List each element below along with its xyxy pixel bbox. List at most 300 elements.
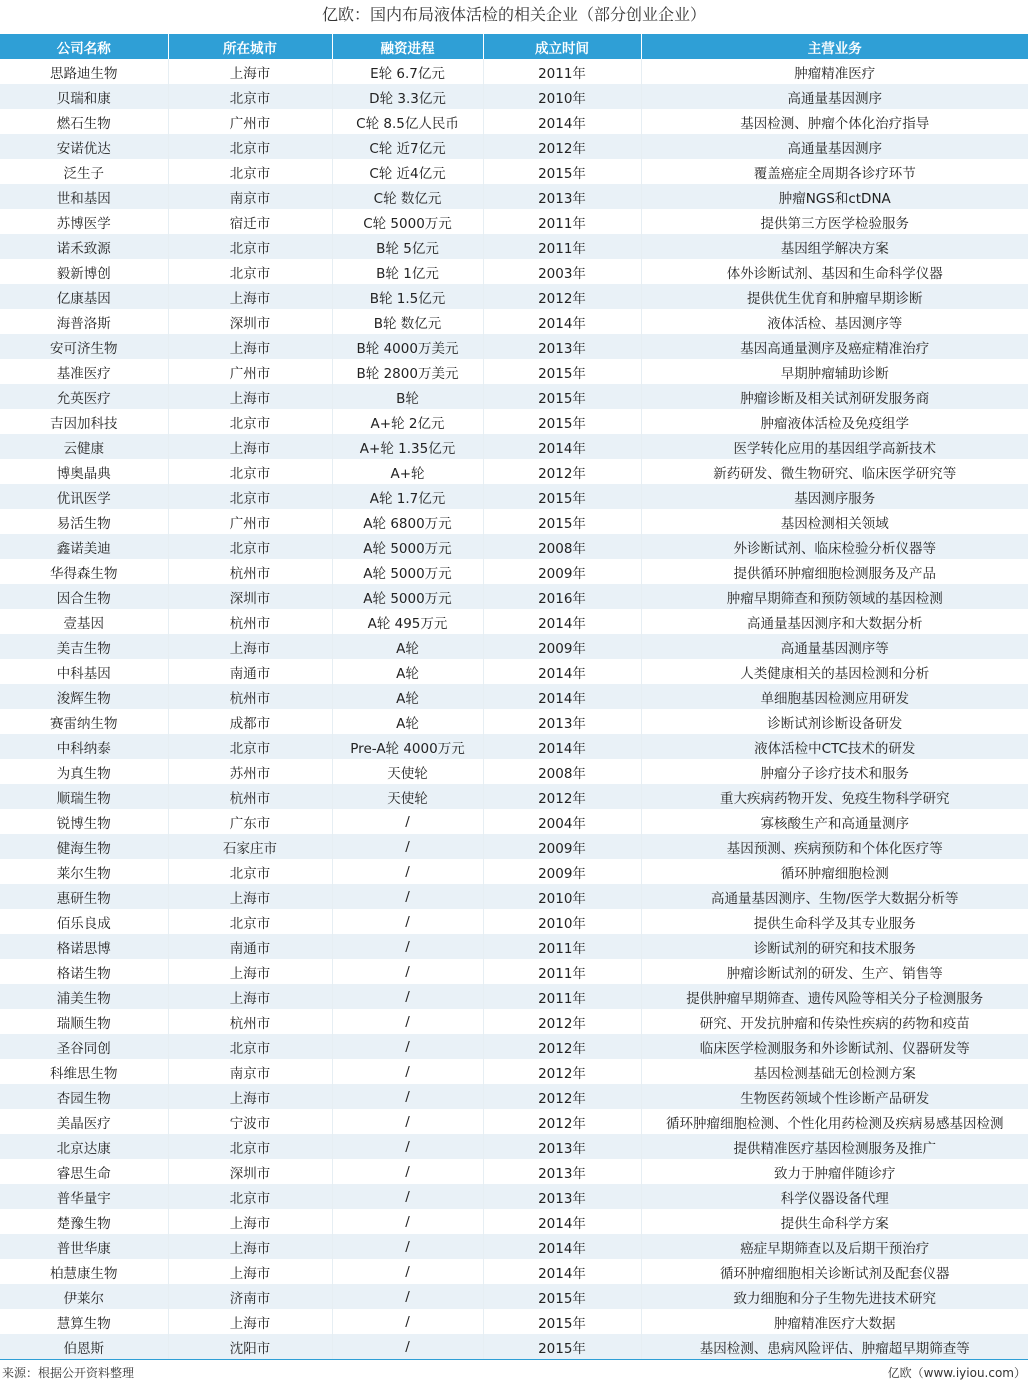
cell-founded: 2015年 — [483, 409, 641, 434]
footer — [0, 1359, 1028, 1384]
cell-company-name: 格诺生物 — [0, 959, 168, 984]
credit-note: 亿欧（www.iyiou.com） — [887, 1365, 1026, 1380]
cell-founded: 2014年 — [483, 734, 641, 759]
cell-founded: 2013年 — [483, 184, 641, 209]
table-row — [0, 459, 1028, 484]
cell-founded: 2012年 — [483, 284, 641, 309]
cell-city: 上海市 — [168, 1309, 332, 1334]
cell-company-name: 健海生物 — [0, 834, 168, 859]
cell-company-name: 美晶医疗 — [0, 1109, 168, 1134]
table-row — [0, 934, 1028, 959]
cell-company-name: 易活生物 — [0, 509, 168, 534]
cell-founded: 2014年 — [483, 659, 641, 684]
cell-funding: A+轮 1.35亿元 — [332, 434, 483, 459]
cell-business: 液体活检中CTC技术的研发 — [641, 734, 1028, 759]
cell-city: 北京市 — [168, 234, 332, 259]
cell-funding: B轮 1亿元 — [332, 259, 483, 284]
cell-company-name: 思路迪生物 — [0, 59, 168, 84]
cell-business: 肿瘤精准医疗大数据 — [641, 1309, 1028, 1334]
cell-funding: / — [332, 809, 483, 834]
cell-company-name: 基准医疗 — [0, 359, 168, 384]
cell-business: 人类健康相关的基因检测和分析 — [641, 659, 1028, 684]
cell-business: 生物医药领域个性诊断产品研发 — [641, 1084, 1028, 1109]
cell-funding: / — [332, 934, 483, 959]
cell-company-name: 中科纳泰 — [0, 734, 168, 759]
companies-table — [0, 34, 1028, 1359]
table-row — [0, 809, 1028, 834]
cell-funding: A轮 — [332, 684, 483, 709]
table-row — [0, 234, 1028, 259]
cell-founded: 2012年 — [483, 1034, 641, 1059]
cell-company-name: 允英医疗 — [0, 384, 168, 409]
cell-company-name: 吉因加科技 — [0, 409, 168, 434]
cell-funding: / — [332, 1059, 483, 1084]
cell-funding: C轮 数亿元 — [332, 184, 483, 209]
cell-city: 上海市 — [168, 634, 332, 659]
cell-city: 广州市 — [168, 359, 332, 384]
cell-company-name: 伊莱尔 — [0, 1284, 168, 1309]
cell-city: 南通市 — [168, 934, 332, 959]
table-row — [0, 259, 1028, 284]
cell-business: 提供循环肿瘤细胞检测服务及产品 — [641, 559, 1028, 584]
cell-city: 北京市 — [168, 134, 332, 159]
cell-city: 深圳市 — [168, 584, 332, 609]
cell-business: 新药研发、微生物研究、临床医学研究等 — [641, 459, 1028, 484]
cell-company-name: 苏博医学 — [0, 209, 168, 234]
table-row — [0, 309, 1028, 334]
cell-city: 沈阳市 — [168, 1334, 332, 1359]
cell-company-name: 壹基因 — [0, 609, 168, 634]
table-row — [0, 1309, 1028, 1334]
cell-city: 北京市 — [168, 1134, 332, 1159]
cell-funding: A轮 495万元 — [332, 609, 483, 634]
cell-founded: 2004年 — [483, 809, 641, 834]
cell-founded: 2013年 — [483, 334, 641, 359]
cell-city: 北京市 — [168, 84, 332, 109]
cell-founded: 2014年 — [483, 1209, 641, 1234]
cell-company-name: 因合生物 — [0, 584, 168, 609]
cell-business: 高通量基因测序和大数据分析 — [641, 609, 1028, 634]
header-business[interactable]: 主营业务 — [641, 34, 1028, 59]
cell-business: 基因检测、患病风险评估、肿瘤超早期筛查等 — [641, 1334, 1028, 1359]
cell-city: 北京市 — [168, 409, 332, 434]
cell-city: 深圳市 — [168, 1159, 332, 1184]
cell-business: 基因预测、疾病预防和个体化医疗等 — [641, 834, 1028, 859]
cell-funding: / — [332, 984, 483, 1009]
cell-company-name: 锐博生物 — [0, 809, 168, 834]
cell-funding: / — [332, 1309, 483, 1334]
cell-business: 提供生命科学及其专业服务 — [641, 909, 1028, 934]
cell-company-name: 中科基因 — [0, 659, 168, 684]
cell-funding: / — [332, 959, 483, 984]
cell-founded: 2003年 — [483, 259, 641, 284]
cell-funding: B轮 4000万美元 — [332, 334, 483, 359]
cell-company-name: 安可济生物 — [0, 334, 168, 359]
cell-funding: Pre-A轮 4000万元 — [332, 734, 483, 759]
cell-founded: 2013年 — [483, 1184, 641, 1209]
cell-founded: 2015年 — [483, 1334, 641, 1359]
cell-business: 科学仪器设备代理 — [641, 1184, 1028, 1209]
cell-business: 液体活检、基因测序等 — [641, 309, 1028, 334]
cell-funding: / — [332, 1034, 483, 1059]
table-row — [0, 784, 1028, 809]
table-row — [0, 659, 1028, 684]
cell-business: 肿瘤早期筛查和预防领域的基因检测 — [641, 584, 1028, 609]
cell-funding: A+轮 2亿元 — [332, 409, 483, 434]
cell-company-name: 优讯医学 — [0, 484, 168, 509]
table-row — [0, 284, 1028, 309]
cell-company-name: 云健康 — [0, 434, 168, 459]
cell-company-name: 诺禾致源 — [0, 234, 168, 259]
cell-company-name: 泛生子 — [0, 159, 168, 184]
cell-founded: 2012年 — [483, 784, 641, 809]
cell-city: 上海市 — [168, 1209, 332, 1234]
cell-funding: D轮 3.3亿元 — [332, 84, 483, 109]
cell-founded: 2015年 — [483, 159, 641, 184]
table-row — [0, 859, 1028, 884]
table-row — [0, 959, 1028, 984]
cell-city: 上海市 — [168, 1084, 332, 1109]
cell-city: 杭州市 — [168, 1009, 332, 1034]
cell-founded: 2009年 — [483, 634, 641, 659]
cell-business: 循环肿瘤细胞相关诊断试剂及配套仪器 — [641, 1259, 1028, 1284]
cell-founded: 2014年 — [483, 609, 641, 634]
cell-funding: C轮 5000万元 — [332, 209, 483, 234]
cell-city: 北京市 — [168, 459, 332, 484]
cell-city: 杭州市 — [168, 784, 332, 809]
cell-city: 上海市 — [168, 1234, 332, 1259]
table-row — [0, 609, 1028, 634]
cell-funding: / — [332, 834, 483, 859]
cell-funding: C轮 近4亿元 — [332, 159, 483, 184]
cell-company-name: 海普洛斯 — [0, 309, 168, 334]
cell-company-name: 佰乐良成 — [0, 909, 168, 934]
table-row — [0, 134, 1028, 159]
header-founded[interactable]: 成立时间 — [483, 34, 641, 59]
cell-business: 肿瘤诊断及相关试剂研发服务商 — [641, 384, 1028, 409]
table-row — [0, 884, 1028, 909]
table-row — [0, 1284, 1028, 1309]
cell-city: 上海市 — [168, 959, 332, 984]
cell-funding: A轮 — [332, 709, 483, 734]
cell-city: 深圳市 — [168, 309, 332, 334]
cell-funding: A轮 5000万元 — [332, 559, 483, 584]
cell-founded: 2014年 — [483, 684, 641, 709]
cell-founded: 2015年 — [483, 1284, 641, 1309]
cell-business: 诊断试剂诊断设备研发 — [641, 709, 1028, 734]
cell-business: 癌症早期筛查以及后期干预治疗 — [641, 1234, 1028, 1259]
table-row — [0, 1109, 1028, 1134]
cell-city: 广州市 — [168, 509, 332, 534]
cell-business: 早期肿瘤辅助诊断 — [641, 359, 1028, 384]
cell-city: 上海市 — [168, 884, 332, 909]
table-row — [0, 359, 1028, 384]
cell-founded: 2015年 — [483, 359, 641, 384]
cell-funding: 天使轮 — [332, 784, 483, 809]
table-row — [0, 734, 1028, 759]
cell-business: 高通量基因测序、生物/医学大数据分析等 — [641, 884, 1028, 909]
cell-founded: 2009年 — [483, 559, 641, 584]
cell-founded: 2011年 — [483, 209, 641, 234]
cell-founded: 2010年 — [483, 84, 641, 109]
cell-company-name: 毅新博创 — [0, 259, 168, 284]
table-row — [0, 484, 1028, 509]
cell-business: 覆盖癌症全周期各诊疗环节 — [641, 159, 1028, 184]
table-row — [0, 759, 1028, 784]
cell-city: 上海市 — [168, 984, 332, 1009]
cell-business: 提供优生优育和肿瘤早期诊断 — [641, 284, 1028, 309]
cell-funding: / — [332, 1159, 483, 1184]
cell-company-name: 莱尔生物 — [0, 859, 168, 884]
cell-funding: / — [332, 1184, 483, 1209]
cell-funding: / — [332, 1134, 483, 1159]
cell-company-name: 美吉生物 — [0, 634, 168, 659]
cell-company-name: 普华量宇 — [0, 1184, 168, 1209]
cell-funding: A+轮 — [332, 459, 483, 484]
cell-founded: 2014年 — [483, 1259, 641, 1284]
table-row — [0, 84, 1028, 109]
table-row — [0, 1234, 1028, 1259]
cell-founded: 2013年 — [483, 1134, 641, 1159]
cell-founded: 2012年 — [483, 1084, 641, 1109]
table-row — [0, 159, 1028, 184]
table-row — [0, 1209, 1028, 1234]
cell-founded: 2008年 — [483, 759, 641, 784]
cell-funding: A轮 6800万元 — [332, 509, 483, 534]
cell-city: 北京市 — [168, 484, 332, 509]
cell-business: 临床医学检测服务和外诊断试剂、仪器研发等 — [641, 1034, 1028, 1059]
cell-business: 循环肿瘤细胞检测、个性化用药检测及疾病易感基因检测 — [641, 1109, 1028, 1134]
cell-company-name: 杏园生物 — [0, 1084, 168, 1109]
source-note: 来源：根据公开资料整理 — [2, 1365, 135, 1380]
cell-funding: A轮 — [332, 634, 483, 659]
cell-business: 肿瘤NGS和ctDNA — [641, 184, 1028, 209]
cell-business: 提供精准医疗基因检测服务及推广 — [641, 1134, 1028, 1159]
cell-company-name: 为真生物 — [0, 759, 168, 784]
cell-company-name: 鑫诺美迪 — [0, 534, 168, 559]
cell-city: 上海市 — [168, 59, 332, 84]
cell-funding: A轮 5000万元 — [332, 584, 483, 609]
table-row — [0, 709, 1028, 734]
cell-city: 南京市 — [168, 184, 332, 209]
cell-funding: C轮 近7亿元 — [332, 134, 483, 159]
cell-business: 提供生命科学方案 — [641, 1209, 1028, 1234]
table-row — [0, 584, 1028, 609]
cell-business: 提供肿瘤早期筛查、遗传风险等相关分子检测服务 — [641, 984, 1028, 1009]
cell-funding: B轮 5亿元 — [332, 234, 483, 259]
cell-company-name: 普世华康 — [0, 1234, 168, 1259]
page-title: 亿欧：国内布局液体活检的相关企业（部分创业企业） — [321, 5, 706, 24]
cell-founded: 2013年 — [483, 1159, 641, 1184]
cell-founded: 2010年 — [483, 909, 641, 934]
table-row — [0, 909, 1028, 934]
cell-city: 杭州市 — [168, 559, 332, 584]
cell-business: 寡核酸生产和高通量测序 — [641, 809, 1028, 834]
table-row — [0, 1334, 1028, 1359]
table-body — [0, 59, 1028, 1359]
cell-business: 致力于肿瘤伴随诊疗 — [641, 1159, 1028, 1184]
cell-business: 基因测序服务 — [641, 484, 1028, 509]
cell-business: 单细胞基因检测应用研发 — [641, 684, 1028, 709]
cell-founded: 2015年 — [483, 509, 641, 534]
cell-company-name: 贝瑞和康 — [0, 84, 168, 109]
cell-city: 上海市 — [168, 1259, 332, 1284]
table-row — [0, 334, 1028, 359]
cell-founded: 2012年 — [483, 459, 641, 484]
cell-business: 医学转化应用的基因组学高新技术 — [641, 434, 1028, 459]
cell-business: 高通量基因测序 — [641, 134, 1028, 159]
cell-city: 北京市 — [168, 909, 332, 934]
cell-founded: 2015年 — [483, 384, 641, 409]
cell-company-name: 燃石生物 — [0, 109, 168, 134]
cell-founded: 2014年 — [483, 309, 641, 334]
table-row — [0, 1259, 1028, 1284]
table-row — [0, 1134, 1028, 1159]
cell-city: 北京市 — [168, 734, 332, 759]
table-row — [0, 434, 1028, 459]
cell-city: 广东市 — [168, 809, 332, 834]
cell-founded: 2013年 — [483, 709, 641, 734]
header-city[interactable]: 所在城市 — [168, 34, 332, 59]
cell-funding: A轮 1.7亿元 — [332, 484, 483, 509]
cell-founded: 2014年 — [483, 434, 641, 459]
cell-company-name: 格诺思博 — [0, 934, 168, 959]
cell-city: 宁波市 — [168, 1109, 332, 1134]
cell-founded: 2011年 — [483, 959, 641, 984]
header-funding[interactable]: 融资进程 — [332, 34, 483, 59]
cell-business: 基因检测相关领域 — [641, 509, 1028, 534]
cell-company-name: 柏慧康生物 — [0, 1259, 168, 1284]
cell-company-name: 浚辉生物 — [0, 684, 168, 709]
cell-funding: E轮 6.7亿元 — [332, 59, 483, 84]
cell-founded: 2014年 — [483, 1234, 641, 1259]
table-row — [0, 1009, 1028, 1034]
cell-funding: C轮 8.5亿人民币 — [332, 109, 483, 134]
cell-funding: / — [332, 1259, 483, 1284]
cell-city: 上海市 — [168, 434, 332, 459]
cell-funding: / — [332, 1234, 483, 1259]
cell-founded: 2008年 — [483, 534, 641, 559]
cell-funding: / — [332, 1334, 483, 1359]
table-row — [0, 559, 1028, 584]
cell-funding: / — [332, 909, 483, 934]
cell-city: 石家庄市 — [168, 834, 332, 859]
cell-business: 基因高通量测序及癌症精准治疗 — [641, 334, 1028, 359]
cell-business: 高通量基因测序 — [641, 84, 1028, 109]
cell-founded: 2011年 — [483, 934, 641, 959]
cell-business: 循环肿瘤细胞检测 — [641, 859, 1028, 884]
table-row — [0, 1059, 1028, 1084]
table-row — [0, 109, 1028, 134]
table-row — [0, 509, 1028, 534]
cell-company-name: 楚豫生物 — [0, 1209, 168, 1234]
table-row — [0, 184, 1028, 209]
cell-business: 致力细胞和分子生物先进技术研究 — [641, 1284, 1028, 1309]
table-row — [0, 1034, 1028, 1059]
cell-city: 北京市 — [168, 1034, 332, 1059]
cell-business: 体外诊断试剂、基因和生命科学仪器 — [641, 259, 1028, 284]
table-row — [0, 984, 1028, 1009]
table-row — [0, 409, 1028, 434]
cell-company-name: 安诺优达 — [0, 134, 168, 159]
table-row — [0, 634, 1028, 659]
cell-funding: / — [332, 1109, 483, 1134]
cell-city: 南京市 — [168, 1059, 332, 1084]
cell-business: 外诊断试剂、临床检验分析仪器等 — [641, 534, 1028, 559]
cell-funding: / — [332, 1084, 483, 1109]
cell-city: 北京市 — [168, 534, 332, 559]
cell-founded: 2015年 — [483, 1309, 641, 1334]
table-row — [0, 534, 1028, 559]
cell-business: 基因检测、肿瘤个体化治疗指导 — [641, 109, 1028, 134]
cell-business: 重大疾病药物开发、免疫生物科学研究 — [641, 784, 1028, 809]
cell-founded: 2009年 — [483, 859, 641, 884]
cell-company-name: 瑞顺生物 — [0, 1009, 168, 1034]
cell-company-name: 赛雷纳生物 — [0, 709, 168, 734]
cell-funding: / — [332, 1009, 483, 1034]
cell-city: 杭州市 — [168, 609, 332, 634]
cell-funding: B轮 2800万美元 — [332, 359, 483, 384]
cell-founded: 2012年 — [483, 134, 641, 159]
cell-company-name: 伯恩斯 — [0, 1334, 168, 1359]
cell-founded: 2009年 — [483, 834, 641, 859]
cell-business: 诊断试剂的研究和技术服务 — [641, 934, 1028, 959]
cell-business: 基因检测基础无创检测方案 — [641, 1059, 1028, 1084]
table-row — [0, 59, 1028, 84]
cell-city: 上海市 — [168, 284, 332, 309]
cell-company-name: 科维思生物 — [0, 1059, 168, 1084]
cell-business: 研究、开发抗肿瘤和传染性疾病的药物和疫苗 — [641, 1009, 1028, 1034]
cell-funding: B轮 1.5亿元 — [332, 284, 483, 309]
table-row — [0, 684, 1028, 709]
cell-founded: 2010年 — [483, 884, 641, 909]
table-row — [0, 834, 1028, 859]
cell-funding: / — [332, 884, 483, 909]
cell-founded: 2011年 — [483, 984, 641, 1009]
cell-city: 北京市 — [168, 259, 332, 284]
cell-funding: 天使轮 — [332, 759, 483, 784]
header-company-name[interactable]: 公司名称 — [0, 34, 168, 59]
cell-city: 北京市 — [168, 1184, 332, 1209]
cell-funding: B轮 数亿元 — [332, 309, 483, 334]
cell-funding: / — [332, 1284, 483, 1309]
cell-city: 北京市 — [168, 159, 332, 184]
cell-company-name: 博奥晶典 — [0, 459, 168, 484]
table-row — [0, 1159, 1028, 1184]
cell-business: 肿瘤液体活检及免疫组学 — [641, 409, 1028, 434]
cell-city: 南通市 — [168, 659, 332, 684]
cell-business: 肿瘤诊断试剂的研发、生产、销售等 — [641, 959, 1028, 984]
cell-city: 上海市 — [168, 384, 332, 409]
cell-founded: 2014年 — [483, 109, 641, 134]
cell-company-name: 北京达康 — [0, 1134, 168, 1159]
cell-company-name: 惠研生物 — [0, 884, 168, 909]
cell-founded: 2011年 — [483, 59, 641, 84]
cell-business: 肿瘤分子诊疗技术和服务 — [641, 759, 1028, 784]
table-row — [0, 1184, 1028, 1209]
cell-city: 广州市 — [168, 109, 332, 134]
cell-company-name: 圣谷同创 — [0, 1034, 168, 1059]
table-row — [0, 384, 1028, 409]
cell-business: 基因组学解决方案 — [641, 234, 1028, 259]
table-row — [0, 1084, 1028, 1109]
cell-city: 济南市 — [168, 1284, 332, 1309]
cell-funding: A轮 5000万元 — [332, 534, 483, 559]
cell-funding: B轮 — [332, 384, 483, 409]
cell-business: 提供第三方医学检验服务 — [641, 209, 1028, 234]
cell-funding: / — [332, 1209, 483, 1234]
cell-company-name: 睿思生命 — [0, 1159, 168, 1184]
